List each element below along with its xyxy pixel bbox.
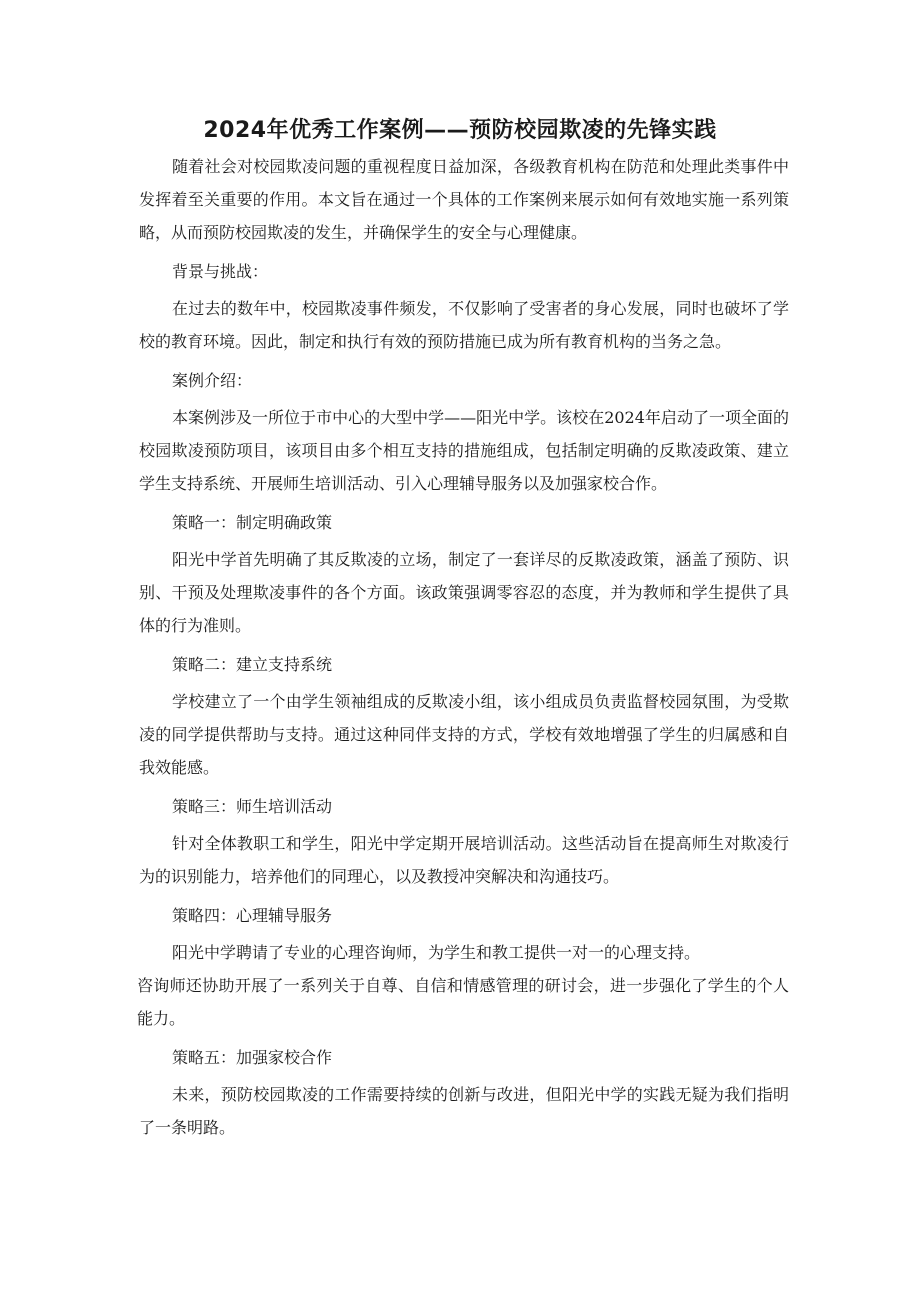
paragraph-strategy-4: 阳光中学聘请了专业的心理咨询师，为学生和教工提供一对一的心理支持。 (172, 943, 701, 962)
paragraph-strategy-4-continued: 咨询师还协助开展了一系列关于自尊、自信和情感管理的研讨会，进一步强化了学生的个人能力。 (137, 976, 789, 1028)
heading-background: 背景与挑战： (172, 262, 269, 281)
heading-strategy-4: 策略四：心理辅导服务 (172, 906, 333, 925)
heading-strategy-2: 策略二：建立支持系统 (172, 655, 333, 674)
heading-case: 案例介绍： (172, 371, 253, 390)
paragraph-conclusion: 未来，预防校园欺凌的工作需要持续的创新与改进，但阳光中学的实践无疑为我们指明了一条明路。 (139, 1085, 789, 1137)
document-title: 2024年优秀工作案例——预防校园欺凌的先锋实践 (203, 118, 717, 143)
paragraph-background: 在过去的数年中，校园欺凌事件频发，不仅影响了受害者的身心发展，同时也破坏了学校的教育环境。因此，制定和执行有效的预防措施已成为所有教育机构的当务之急。 (139, 299, 789, 351)
document-body (139, 150, 789, 1150)
heading-strategy-3: 策略三：师生培训活动 (172, 797, 333, 816)
paragraph-case: 本案例涉及一所位于市中心的大型中学——阳光中学。该校在2024年启动了一项全面的校园欺凌预防项目，该项目由多个相互支持的措施组成，包括制定明确的反欺凌政策、建立学生支持系统、开展师生培训活动、引入心理辅导服务以及加强家校合作。 (139, 408, 789, 493)
paragraph-strategy-2: 学校建立了一个由学生领袖组成的反欺凌小组，该小组成员负责监督校园氛围，为受欺凌的同学提供帮助与支持。通过这种同伴支持的方式，学校有效地增强了学生的归属感和自我效能感。 (139, 692, 789, 777)
paragraph-strategy-3: 针对全体教职工和学生，阳光中学定期开展培训活动。这些活动旨在提高师生对欺凌行为的识别能力，培养他们的同理心，以及教授冲突解决和沟通技巧。 (139, 834, 789, 886)
heading-strategy-5: 策略五：加强家校合作 (172, 1048, 333, 1067)
heading-strategy-1: 策略一：制定明确政策 (172, 513, 333, 532)
paragraph-strategy-1: 阳光中学首先明确了其反欺凌的立场，制定了一套详尽的反欺凌政策，涵盖了预防、识别、干预及处理欺凌事件的各个方面。该政策强调零容忍的态度，并为教师和学生提供了具体的行为准则。 (139, 550, 789, 635)
paragraph-intro: 随着社会对校园欺凌问题的重视程度日益加深，各级教育机构在防范和处理此类事件中发挥着至关重要的作用。本文旨在通过一个具体的工作案例来展示如何有效地实施一系列策略，从而预防校园欺凌的发生，并确保学生的安全与心理健康。 (139, 157, 789, 242)
